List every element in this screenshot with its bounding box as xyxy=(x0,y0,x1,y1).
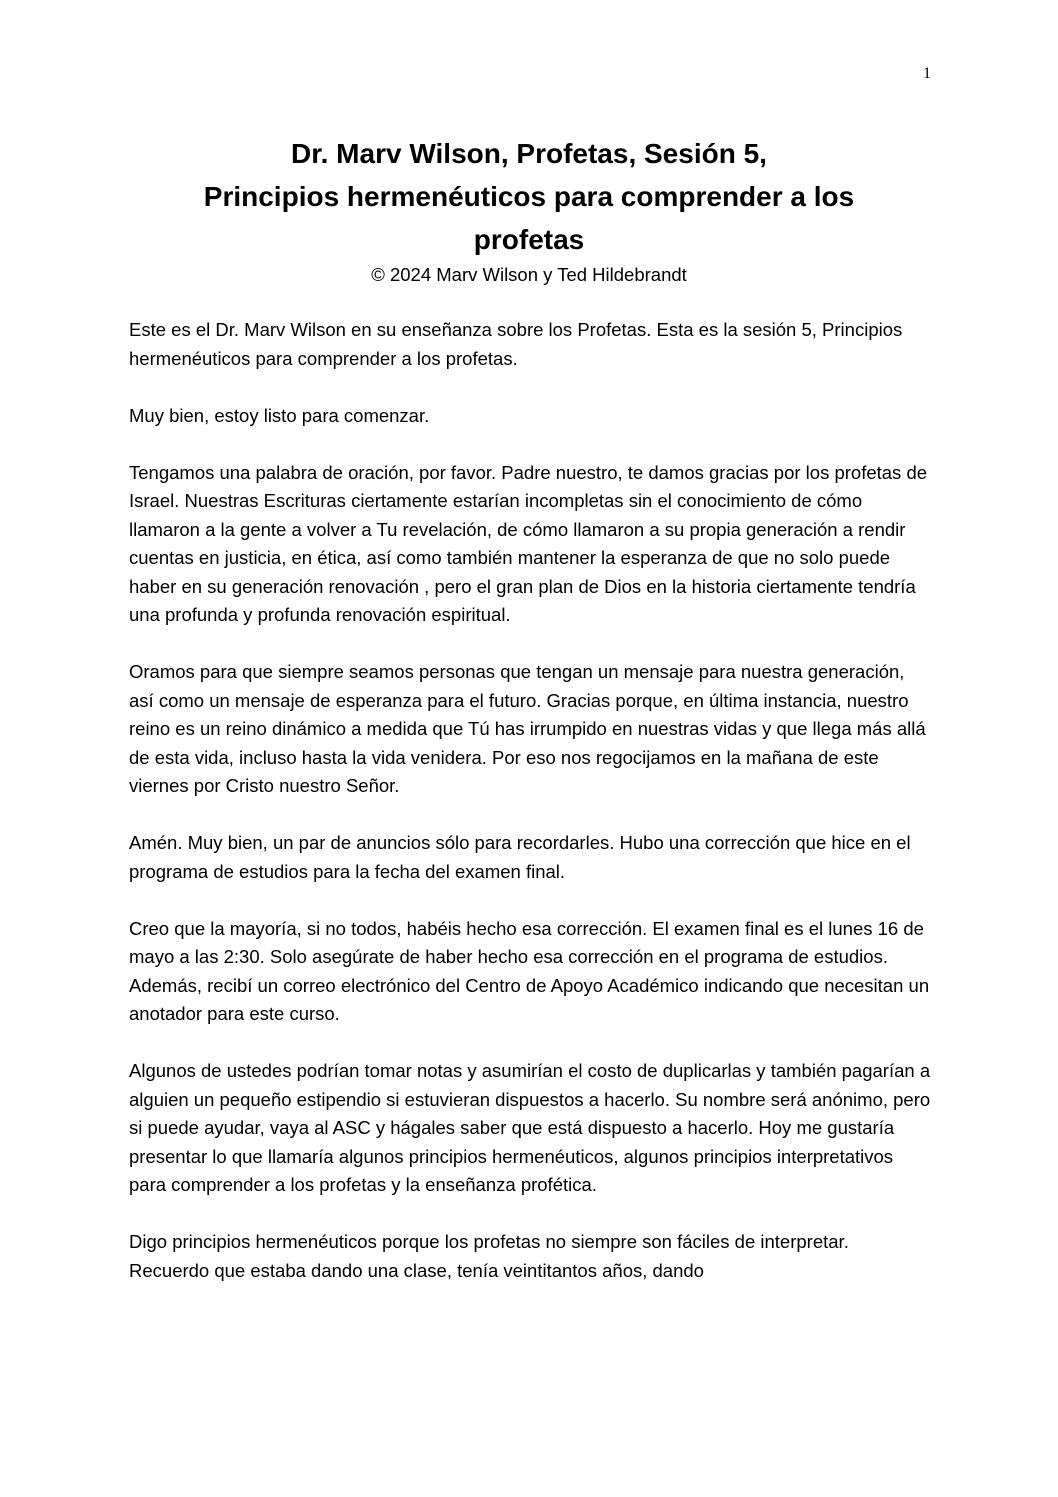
page-title-line-3: profetas xyxy=(473,224,585,255)
paragraph-intro: Este es el Dr. Marv Wilson en su enseñanza sobre los Profetas. Esta es la sesión 5, Principios hermenéuticos para comprender a los profetas. xyxy=(129,319,903,369)
paragraph-note-taker: Algunos de ustedes podrían tomar notas y asumirían el costo de duplicarlas y también pagarían a alguien un pequeño estipendio si estuvieran dispuestos a hacerlo. Su nombre será anónimo, pero si puede ayudar, vaya al ASC y hágales saber que está dispuesto a hacerlo. Hoy me gustaría presentar lo que llamaría algunos principios hermenéuticos, algunos principios interpretativos para comprender a los profetas y la enseñanza profética. xyxy=(129,1060,931,1195)
paragraph-ready: Muy bien, estoy listo para comenzar. xyxy=(129,404,430,426)
paragraph-prayer-continued: Oramos para que siempre seamos personas que tengan un mensaje para nuestra generación, así como un mensaje de esperanza para el futuro. Gracias porque, en última instancia, nuestro reino es un reino dinámico a medida que Tú has irrumpido en nuestras vidas y que llega más allá de esta vida, incluso hasta la vida venidera. Por eso nos regocijamos en la mañana de este viernes por Cristo nuestro Señor. xyxy=(129,661,926,796)
paragraph-hermeneutics: Digo principios hermenéuticos porque los profetas no siempre son fáciles de interpretar. Recuerdo que estaba dando una clase, tenía veintitantos años, dando xyxy=(129,1231,849,1281)
page-title-line-1: Dr. Marv Wilson, Profetas, Sesión 5, xyxy=(291,138,767,169)
paragraph-prayer: Tengamos una palabra de oración, por favor. Padre nuestro, te damos gracias por los profetas de Israel. Nuestras Escrituras ciertamente estarían incompletas sin el conocimiento de cómo llamaron a la gente a volver a Tu revelación, de cómo llamaron a su propia generación a rendir cuentas en justicia, en ética, así como también mantener la esperanza de que no solo puede haber en su generación renovación , pero el gran plan de Dios en la historia ciertamente tendría una profunda y profunda renovación espiritual. xyxy=(129,461,928,625)
body-text xyxy=(129,316,934,1314)
paragraph-exam: Creo que la mayoría, si no todos, habéis hecho esa corrección. El examen final es el lunes 16 de mayo a las 2:30. Solo asegúrate de haber hecho esa corrección en el programa de estudios. Además, recibí un correo electrónico del Centro de Apoyo Académico indicando que necesitan un anotador para este curso. xyxy=(129,917,930,1024)
paragraph-announcements: Amén. Muy bien, un par de anuncios sólo para recordarles. Hubo una corrección que hice en el programa de estudios para la fecha del examen final. xyxy=(129,832,911,882)
title-block xyxy=(129,132,929,289)
page-title-line-2: Principios hermenéuticos para comprender a los xyxy=(203,181,855,212)
page-number: 1 xyxy=(923,65,931,82)
copyright-line: © 2024 Marv Wilson y Ted Hildebrandt xyxy=(371,264,687,285)
